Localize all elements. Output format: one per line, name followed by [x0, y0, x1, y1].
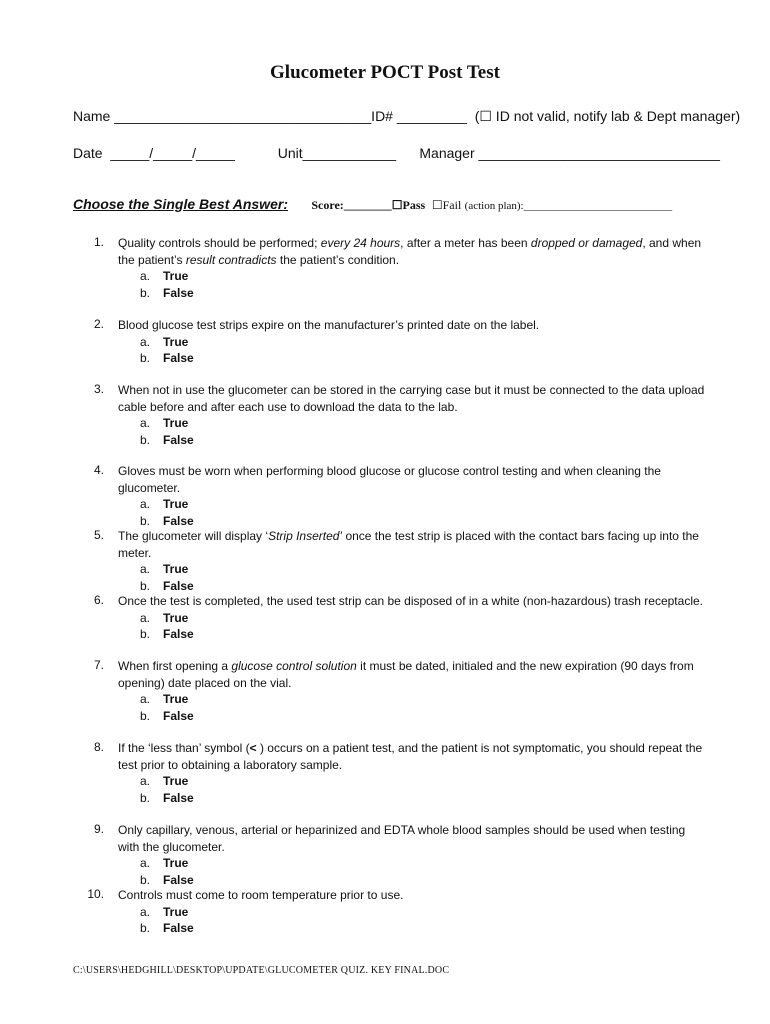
page-title: Glucometer POCT Post Test	[270, 62, 500, 83]
option-letter: a.	[140, 497, 151, 511]
option-letter: a.	[140, 334, 151, 349]
question-text: Only capillary, venous, arterial or heparinized and EDTA whole blood samples should be used when testing with the glucometer.	[118, 823, 686, 854]
answer-option-true[interactable]	[140, 904, 188, 921]
answer-option-true[interactable]	[140, 415, 188, 432]
score-field: Score:________	[311, 198, 392, 212]
question-text: The glucometer will display ‘Strip Inserted’ once the test strip is placed with the contact bars facing up into the meter.	[118, 529, 699, 560]
question-number: 8.	[93, 740, 104, 754]
option-letter: a.	[140, 692, 151, 706]
option-letter: b.	[140, 627, 151, 641]
answer-option-false[interactable]	[140, 285, 194, 302]
option-value: True	[163, 904, 189, 919]
option-value: True	[163, 856, 189, 870]
option-value: False	[163, 872, 194, 887]
answer-option-false[interactable]	[140, 626, 194, 643]
file-path-footer: C:\USERS\HEDGHILL\DESKTOP\UPDATE\GLUCOMETER QUIZ. KEY FINAL.DOC	[73, 965, 450, 976]
option-letter: a.	[140, 904, 151, 919]
question-text: When first opening a glucose control solution it must be dated, initialed and the new expiration (90 days from opening) date placed on the vial.	[118, 659, 694, 690]
question-text: Quality controls should be performed; every 24 hours, after a meter has been dropped or damaged, and when the patient’s result contradicts the patient’s condition.	[118, 236, 702, 267]
pass-checkbox: ☐Pass	[391, 198, 426, 212]
answer-option-true[interactable]	[140, 773, 188, 790]
answer-option-false[interactable]	[140, 578, 194, 595]
section-header	[73, 196, 672, 213]
option-value: False	[163, 432, 194, 447]
question-number: 2.	[93, 317, 104, 331]
question-number: 10.	[87, 887, 104, 901]
option-value: False	[163, 285, 194, 300]
option-letter: b.	[140, 351, 151, 365]
option-letter: b.	[140, 872, 151, 887]
answer-option-true[interactable]	[140, 610, 188, 627]
answer-option-false[interactable]	[140, 872, 194, 889]
option-value: True	[163, 269, 189, 283]
option-value: True	[163, 497, 189, 511]
date-unit-manager-line: Date _____/_____/_____ Unit____________ Manager _______________________________	[73, 145, 720, 161]
answer-option-false[interactable]	[140, 350, 194, 367]
answer-option-false[interactable]	[140, 708, 194, 725]
action-plan-field: (action plan):___________________________	[464, 200, 673, 212]
option-letter: a.	[140, 562, 151, 576]
answer-option-false[interactable]	[140, 432, 194, 449]
fail-checkbox: ☐Fail	[431, 198, 462, 212]
section-lead: Choose the Single Best Answer	[73, 196, 284, 212]
answer-option-true[interactable]	[140, 691, 188, 708]
option-letter: a.	[140, 269, 151, 283]
option-value: True	[163, 692, 189, 706]
option-value: False	[163, 578, 194, 593]
question-text: Once the test is completed, the used test strip can be disposed of in a white (non-hazardous) trash receptacle.	[118, 594, 703, 608]
question-number: 9.	[93, 822, 104, 836]
question-text: Blood glucose test strips expire on the manufacturer’s printed date on the label.	[118, 318, 540, 332]
question-number: 1.	[93, 235, 104, 249]
option-value: False	[163, 627, 194, 641]
answer-option-false[interactable]	[140, 790, 194, 807]
name-id-line: Name _________________________________ID# _________ (☐ ID not valid, notify lab & Dept manager)	[73, 108, 741, 124]
section-colon: :	[283, 196, 288, 212]
question-text: If the ‘less than’ symbol (< ) occurs on a patient test, and the patient is not symptomatic, you should repeat the test prior to obtaining a laboratory sample.	[118, 741, 703, 772]
question-number: 4.	[93, 463, 104, 477]
question-text: Controls must come to room temperature prior to use.	[118, 888, 404, 902]
option-letter: b.	[140, 285, 151, 300]
question-text: When not in use the glucometer can be stored in the carrying case but it must be connected to the data upload cable before and after each use to download the data to the lab.	[118, 383, 705, 414]
option-letter: b.	[140, 790, 151, 805]
answer-option-true[interactable]	[140, 496, 188, 513]
question-number: 6.	[93, 593, 104, 607]
answer-option-false[interactable]	[140, 513, 194, 530]
answer-option-true[interactable]	[140, 334, 188, 351]
option-value: False	[163, 921, 194, 935]
option-letter: a.	[140, 610, 151, 625]
option-letter: b.	[140, 708, 151, 723]
option-letter: b.	[140, 432, 151, 447]
question-number: 5.	[93, 528, 104, 542]
option-value: False	[163, 790, 194, 805]
answer-option-true[interactable]	[140, 855, 188, 872]
option-value: False	[163, 513, 194, 528]
option-letter: b.	[140, 578, 151, 593]
answer-option-false[interactable]	[140, 920, 194, 937]
option-value: True	[163, 610, 189, 625]
option-letter: b.	[140, 513, 151, 528]
option-value: True	[163, 334, 189, 349]
option-letter: b.	[140, 921, 151, 935]
option-value: True	[163, 562, 189, 576]
answer-option-true[interactable]	[140, 561, 188, 578]
question-number: 3.	[93, 382, 104, 396]
answer-option-true[interactable]	[140, 268, 188, 285]
option-letter: a.	[140, 416, 151, 430]
option-letter: a.	[140, 856, 151, 870]
question-number: 7.	[93, 658, 104, 672]
option-value: False	[163, 351, 194, 365]
option-value: True	[163, 774, 189, 788]
option-letter: a.	[140, 774, 151, 788]
option-value: True	[163, 416, 189, 430]
question-text: Gloves must be worn when performing blood glucose or glucose control testing and when cleaning the glucometer.	[118, 464, 661, 495]
option-value: False	[163, 708, 194, 723]
